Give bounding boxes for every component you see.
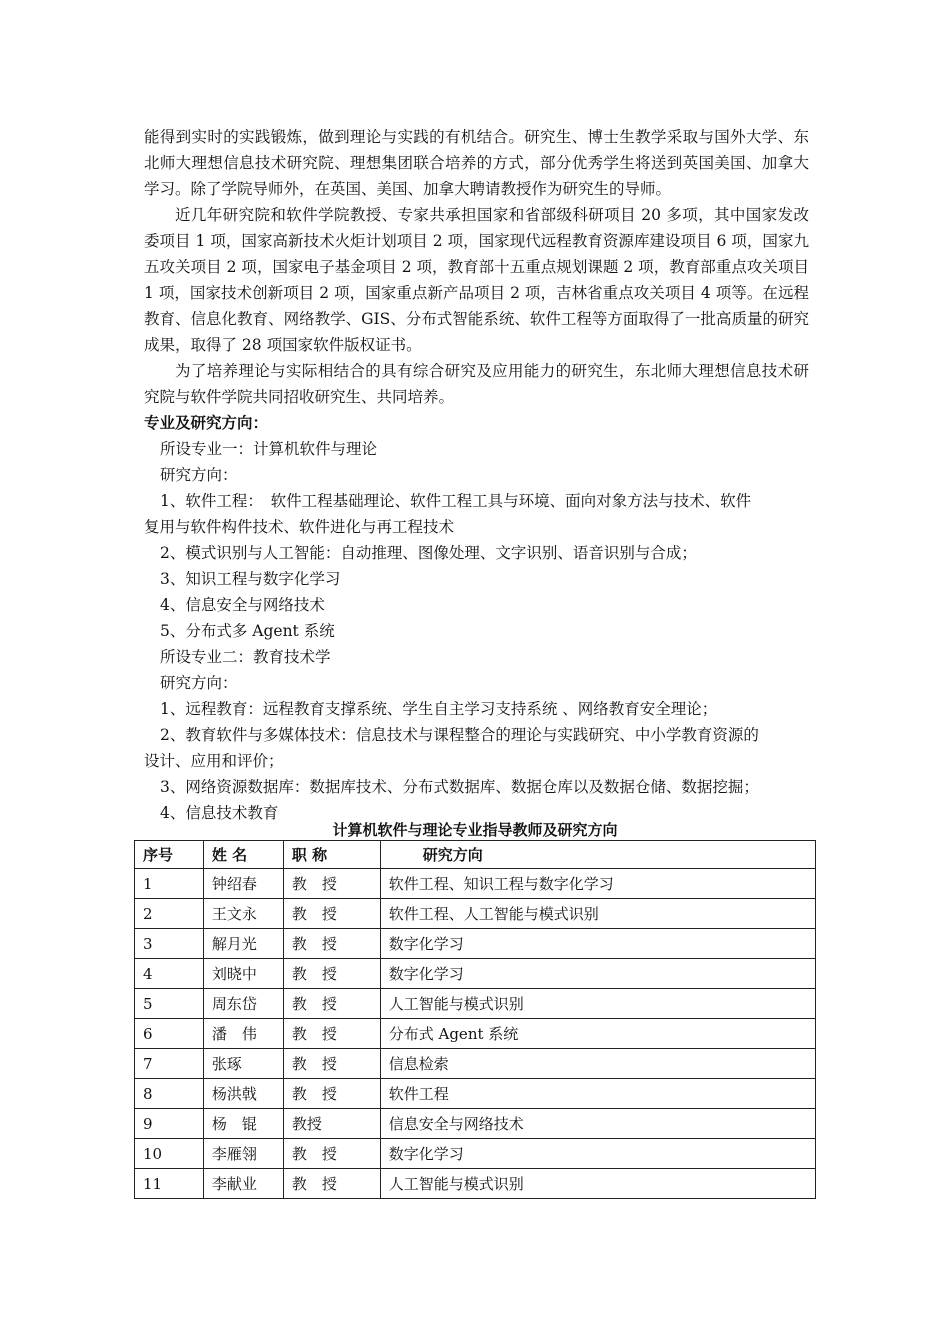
cell-name: 周东岱 — [203, 989, 283, 1019]
cell-name: 钟绍春 — [203, 869, 283, 899]
major1-item-1: 1、软件工程： 软件工程基础理论、软件工程工具与环境、面向对象方法与技术、软件 — [160, 492, 752, 510]
cell-index: 6 — [135, 1019, 204, 1049]
document-body — [144, 124, 809, 826]
cell-research-direction: 软件工程、人工智能与模式识别 — [380, 899, 815, 929]
cell-title: 教 授 — [283, 959, 380, 989]
cell-name: 刘晓中 — [203, 959, 283, 989]
cell-title: 教 授 — [283, 989, 380, 1019]
cell-research-direction: 人工智能与模式识别 — [380, 989, 815, 1019]
cell-name: 李献业 — [203, 1169, 283, 1199]
cell-title: 教 授 — [283, 1169, 380, 1199]
table-row — [135, 1019, 816, 1049]
cell-research-direction: 软件工程、知识工程与数字化学习 — [380, 869, 815, 899]
cell-index: 9 — [135, 1109, 204, 1139]
major1-item-3: 3、知识工程与数字化学习 — [160, 570, 341, 588]
header-research-direction: 研究方向 — [380, 841, 815, 869]
major1-directions-label: 研究方向： — [160, 466, 238, 484]
major2-directions-label: 研究方向： — [160, 674, 238, 692]
cell-index: 3 — [135, 929, 204, 959]
header-name: 姓 名 — [203, 841, 283, 869]
major2-item-3: 3、网络资源数据库：数据库技术、分布式数据库、数据仓库以及数据仓储、数据挖掘； — [160, 778, 759, 796]
cell-index: 11 — [135, 1169, 204, 1199]
major2-item-2-continued: 设计、应用和评价； — [144, 752, 284, 770]
table-row — [135, 1169, 816, 1199]
cell-index: 10 — [135, 1139, 204, 1169]
cell-index: 8 — [135, 1079, 204, 1109]
cell-title: 教授 — [283, 1109, 380, 1139]
cell-name: 解月光 — [203, 929, 283, 959]
table-row — [135, 1109, 816, 1139]
cell-research-direction: 数字化学习 — [380, 1139, 815, 1169]
table-row — [135, 929, 816, 959]
cell-research-direction: 人工智能与模式识别 — [380, 1169, 815, 1199]
table-row — [135, 959, 816, 989]
cell-name: 李雁翎 — [203, 1139, 283, 1169]
cell-title: 教 授 — [283, 1049, 380, 1079]
section-heading: 专业及研究方向： — [144, 413, 269, 432]
major2-item-2: 2、教育软件与多媒体技术：信息技术与课程整合的理论与实践研究、中小学教育资源的 — [160, 726, 759, 744]
intro-paragraph-1: 能得到实时的实践锻炼，做到理论与实践的有机结合。研究生、博士生教学采取与国外大学、东北师大理想信息技术研究院、理想集团联合培养的方式，部分优秀学生将送到英国美国、加拿大学习。除了学院导师外，在英国、美国、加拿大聘请教授作为研究生的导师。 — [144, 128, 809, 198]
header-index: 序号 — [135, 841, 204, 869]
cell-research-direction: 分布式 Agent 系统 — [380, 1019, 815, 1049]
table-row — [135, 1139, 816, 1169]
cell-name: 杨洪戟 — [203, 1079, 283, 1109]
cell-name: 杨 锟 — [203, 1109, 283, 1139]
cell-index: 1 — [135, 869, 204, 899]
table-row — [135, 869, 816, 899]
table-caption: 计算机软件与理论专业指导教师及研究方向 — [332, 821, 618, 839]
cell-name: 王文永 — [203, 899, 283, 929]
cell-title: 教 授 — [283, 1139, 380, 1169]
cell-index: 7 — [135, 1049, 204, 1079]
cell-index: 2 — [135, 899, 204, 929]
major1-title: 所设专业一：计算机软件与理论 — [160, 440, 378, 458]
major1-item-1-continued: 复用与软件构件技术、软件进化与再工程技术 — [144, 518, 455, 536]
cell-index: 5 — [135, 989, 204, 1019]
table-row — [135, 989, 816, 1019]
table-header-row — [135, 841, 816, 869]
cell-research-direction: 信息安全与网络技术 — [380, 1109, 815, 1139]
major1-item-2: 2、模式识别与人工智能：自动推理、图像处理、文字识别、语音识别与合成； — [160, 544, 697, 562]
cell-research-direction: 信息检索 — [380, 1049, 815, 1079]
cell-title: 教 授 — [283, 869, 380, 899]
cell-index: 4 — [135, 959, 204, 989]
cell-title: 教 授 — [283, 1079, 380, 1109]
cell-title: 教 授 — [283, 929, 380, 959]
header-title: 职 称 — [283, 841, 380, 869]
major1-item-5: 5、分布式多 Agent 系统 — [160, 622, 335, 640]
cell-research-direction: 软件工程 — [380, 1079, 815, 1109]
advisor-table — [134, 840, 816, 1199]
cell-research-direction: 数字化学习 — [380, 929, 815, 959]
major2-item-4: 4、信息技术教育 — [160, 804, 279, 822]
major2-item-1: 1、远程教育：远程教育支撑系统、学生自主学习支持系统 、网络教育安全理论； — [160, 700, 718, 718]
intro-paragraph-2: 近几年研究院和软件学院教授、专家共承担国家和省部级科研项目 20 多项，其中国家发改委项目 1 项，国家高新技术火炬计划项目 2 项，国家现代远程教育资源库建设项目 6 项，国家九五攻关项目 2 项，国家电子基金项目 2 项，教育部十五重点规划课题 2 项，教育部重点攻关项目 1 项，国家技术创新项目 2 项，国家重点新产品项目 2 项，吉林省重点攻关项目 4 项等。在远程教育、信息化教育、网络教学、GIS、分布式智能系统、软件工程等方面取得了一批高质量的研究成果，取得了 28 项国家软件版权证书。 — [144, 206, 809, 354]
cell-title: 教 授 — [283, 899, 380, 929]
table-row — [135, 899, 816, 929]
table-row — [135, 1049, 816, 1079]
cell-title: 教 授 — [283, 1019, 380, 1049]
cell-name: 张琢 — [203, 1049, 283, 1079]
cell-research-direction: 数字化学习 — [380, 959, 815, 989]
intro-paragraph-3: 为了培养理论与实际相结合的具有综合研究及应用能力的研究生，东北师大理想信息技术研究院与软件学院共同招收研究生、共同培养。 — [144, 362, 809, 406]
cell-name: 潘 伟 — [203, 1019, 283, 1049]
table-row — [135, 1079, 816, 1109]
major1-item-4: 4、信息安全与网络技术 — [160, 596, 325, 614]
major2-title: 所设专业二：教育技术学 — [160, 648, 331, 666]
